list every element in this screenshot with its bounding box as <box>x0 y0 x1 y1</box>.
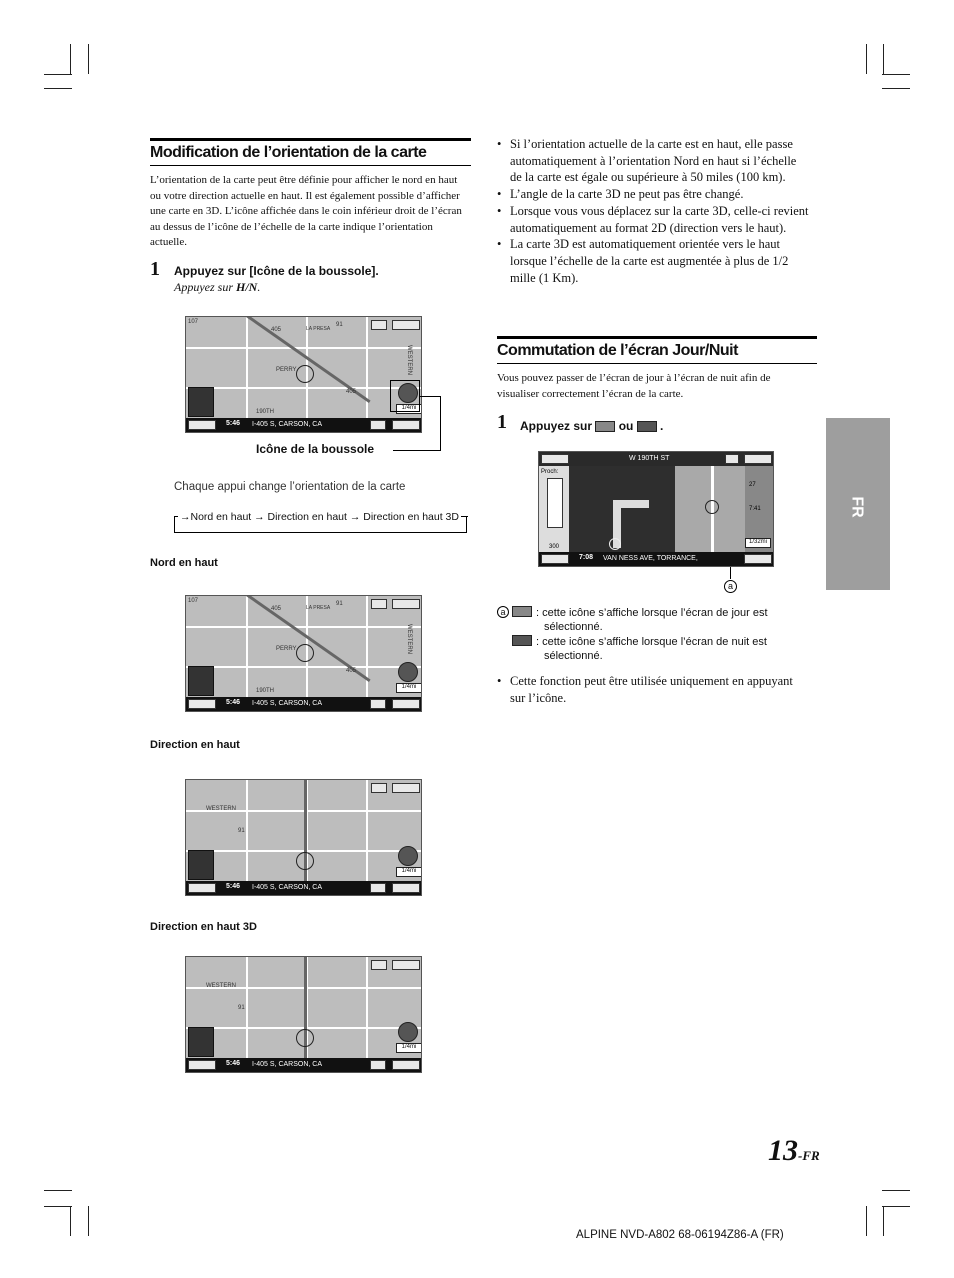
label-heading-up-3d: Direction en haut 3D <box>150 921 257 933</box>
street-label: WESTERN <box>406 624 412 654</box>
route-button[interactable] <box>370 1060 386 1070</box>
callout-line <box>420 396 440 397</box>
menu-button[interactable] <box>392 960 420 970</box>
vehicle-icon <box>296 365 314 383</box>
road <box>366 596 368 712</box>
current-position-icon <box>609 538 621 550</box>
next-distance: 300 <box>549 544 560 550</box>
road <box>246 780 248 896</box>
scale-indicator: 1/4mi <box>396 683 422 693</box>
day-mode-icon <box>512 606 532 617</box>
clock: 5:46 <box>226 699 241 706</box>
road <box>186 666 422 668</box>
back-button[interactable] <box>188 1060 216 1070</box>
back-button[interactable] <box>188 699 216 709</box>
nav-street-top: W 190TH ST <box>629 455 670 462</box>
crop-mark <box>883 44 884 74</box>
crop-mark <box>44 1206 72 1207</box>
compass-icon[interactable] <box>398 846 418 866</box>
crop-mark <box>882 1190 910 1191</box>
compass-callout-label: Icône de la boussole <box>256 442 375 456</box>
night-mode-icon <box>512 635 532 646</box>
route-shield-405: 405 <box>346 389 357 395</box>
each-press-note: Chaque appui change l’orientation de la carte <box>174 481 406 493</box>
menu-button[interactable] <box>392 783 420 793</box>
map-screen-heading-up <box>185 779 422 896</box>
language-tab <box>826 418 890 590</box>
note-a-marker: a <box>497 606 509 618</box>
crop-mark <box>882 88 910 89</box>
vehicle-icon <box>296 644 314 662</box>
menu-button[interactable] <box>392 599 420 609</box>
day-night-button[interactable] <box>371 320 387 330</box>
next-label: Proch: <box>541 469 559 475</box>
scale-indicator: 1/4mi <box>396 404 422 414</box>
area-label: LA PRESA <box>306 326 331 332</box>
junction-view <box>569 466 675 554</box>
section-title-day-night: Commutation de l’écran Jour/Nuit <box>497 336 817 364</box>
current-street: I-405 S, CARSON, CA <box>252 1061 323 1068</box>
note-item: • Lorsque vous vous déplacez sur la carte 3D, celle-ci revient automatiquement au format 2D (direction vers le haut). <box>497 203 809 236</box>
crop-mark <box>44 88 72 89</box>
route-button[interactable] <box>370 699 386 709</box>
nav-screen-day-night <box>538 451 774 567</box>
note-list-2 <box>497 673 797 706</box>
route-shield-405: 405 <box>271 327 282 333</box>
step-sub-instruction: Appuyez sur H/N. <box>174 280 261 294</box>
day-mode-icon <box>595 421 615 432</box>
road <box>366 317 368 433</box>
day-night-button[interactable] <box>725 454 739 464</box>
vehicle-icon <box>296 852 314 870</box>
day-night-button[interactable] <box>371 960 387 970</box>
label-north-up: Nord en haut <box>150 557 218 569</box>
road <box>186 387 422 389</box>
side-panel <box>188 666 214 696</box>
crop-mark <box>866 44 867 74</box>
area-label: LA PRESA <box>306 605 331 611</box>
route-shield-405: 405 <box>271 606 282 612</box>
crop-mark <box>882 74 910 75</box>
map-screen-compass <box>185 316 422 433</box>
freeway <box>304 957 307 1073</box>
route-shield-107: 107 <box>188 598 199 604</box>
freeway <box>304 780 307 896</box>
eta: 7:41 <box>749 506 761 512</box>
note-item: • Si l’orientation actuelle de la carte est en haut, elle passe automatiquement à l’orientation Nord en haut si l’échelle de la carte est égale ou supérieure à 50 miles (100 km). <box>497 136 809 186</box>
vehicle-icon <box>705 500 719 514</box>
cycle-box-edge <box>460 516 468 517</box>
scale-indicator: 1/4mi <box>396 1043 422 1053</box>
back-button[interactable] <box>188 883 216 893</box>
speed: 27 <box>749 482 756 488</box>
callout-a: a <box>724 580 737 593</box>
map-screen-heading-up-3d <box>185 956 422 1073</box>
road <box>366 957 368 1073</box>
volume-button[interactable] <box>541 454 569 464</box>
route-shield-91: 91 <box>238 1005 245 1011</box>
current-street: I-405 S, CARSON, CA <box>252 884 323 891</box>
compass-callout-box <box>390 380 420 412</box>
day-night-button[interactable] <box>371 783 387 793</box>
route-shield-91: 91 <box>238 828 245 834</box>
crop-mark <box>70 1206 71 1236</box>
compass-icon[interactable] <box>398 1022 418 1042</box>
day-night-button[interactable] <box>371 599 387 609</box>
crop-mark <box>44 74 72 75</box>
crop-mark <box>883 1206 884 1236</box>
scroll-up-button[interactable] <box>392 883 420 893</box>
crop-mark <box>882 1206 910 1207</box>
callout-line <box>393 450 441 451</box>
cycle-sequence: →Nord en haut → Direction en haut → Direction en haut 3D <box>180 511 459 523</box>
area-label: PERRY <box>276 367 297 373</box>
current-street: I-405 S, CARSON, CA <box>252 700 323 707</box>
scroll-up-button[interactable] <box>392 420 420 430</box>
clock: 5:46 <box>226 1060 241 1067</box>
turn-arrow <box>613 500 649 508</box>
road <box>366 780 368 896</box>
callout-line <box>730 567 731 579</box>
scroll-up-button[interactable] <box>744 554 772 564</box>
callout-line <box>440 396 441 450</box>
notes-list <box>497 136 809 286</box>
map-screen-north-up <box>185 595 422 712</box>
clock: 7:08 <box>579 554 594 561</box>
clock: 5:46 <box>226 883 241 890</box>
note-night: : cette icône s’affiche lorsque l’écran de nuit est sélectionné. <box>536 636 767 662</box>
step-instruction-day-night: Appuyez sur ou . <box>520 419 664 433</box>
vehicle-icon <box>296 1029 314 1047</box>
road <box>246 596 248 712</box>
menu-button[interactable] <box>744 454 772 464</box>
street-label: WESTERN <box>206 806 236 812</box>
crop-mark <box>866 1206 867 1236</box>
area-label: PERRY <box>276 646 297 652</box>
road <box>186 626 422 628</box>
side-panel <box>188 387 214 417</box>
scale-indicator: 1/4mi <box>396 867 422 877</box>
note-day: : cette icône s’affiche lorsque l’écran de jour est sélectionné. <box>536 607 768 633</box>
crop-mark <box>88 1206 89 1236</box>
note-item: • L’angle de la carte 3D ne peut pas être changé. <box>497 186 809 203</box>
scale-indicator: 1/32mi <box>745 538 771 548</box>
step-instruction: Appuyez sur [Icône de la boussole]. <box>174 264 379 278</box>
route-shield-91: 91 <box>336 601 343 607</box>
next-turn-icon <box>547 478 563 528</box>
note-item: • La carte 3D est automatiquement orientée vers le haut lorsque l’échelle de la carte est augmentée à plus de 1/2 mille (1 Km). <box>497 236 809 286</box>
road <box>186 347 422 349</box>
street-label: 190TH <box>256 688 275 694</box>
side-panel <box>188 1027 214 1057</box>
route-button[interactable] <box>370 420 386 430</box>
page-number: 13-FR <box>768 1134 820 1167</box>
intro-orientation: L’orientation de la carte peut être définie pour afficher le nord en haut ou votre direction actuelle en haut. Il est également possible d’afficher une carte en 3D. L’icône affichée dans le coin inférieur droit de l’écran au dessus de l’icône de l’échelle de la carte indique l’orientation actuelle. <box>150 174 462 248</box>
crop-mark <box>88 44 89 74</box>
nav-street-bottom: VAN NESS AVE, TORRANCE, <box>603 555 698 562</box>
clock: 5:46 <box>226 420 241 427</box>
crop-mark <box>44 1190 72 1191</box>
scroll-up-button[interactable] <box>392 699 420 709</box>
back-button[interactable] <box>188 420 216 430</box>
route-button[interactable] <box>370 883 386 893</box>
label-heading-up: Direction en haut <box>150 739 240 751</box>
scroll-up-button[interactable] <box>392 1060 420 1070</box>
route-shield-107: 107 <box>188 319 199 325</box>
intro-day-night: Vous pouvez passer de l’écran de jour à l’écran de nuit afin de visualiser correctement l’écran de la carte. <box>497 372 771 400</box>
step-number: 1 <box>497 411 507 433</box>
compass-icon[interactable] <box>398 662 418 682</box>
step-number: 1 <box>150 258 160 280</box>
crop-mark <box>70 44 71 74</box>
road <box>246 317 248 433</box>
street-label: WESTERN <box>206 983 236 989</box>
route-shield-405: 405 <box>346 668 357 674</box>
note-item: • Cette fonction peut être utilisée uniquement en appuyant sur l’icône. <box>497 673 797 706</box>
current-street: I-405 S, CARSON, CA <box>252 421 323 428</box>
back-button[interactable] <box>541 554 569 564</box>
side-panel <box>188 850 214 880</box>
footer-model: ALPINE NVD-A802 68-06194Z86-A (FR) <box>576 1229 784 1241</box>
street-label: 190TH <box>256 409 275 415</box>
menu-button[interactable] <box>392 320 420 330</box>
route-shield-91: 91 <box>336 322 343 328</box>
street-label: WESTERN <box>406 345 412 375</box>
section-title-orientation: Modification de l’orientation de la carte <box>150 138 471 166</box>
language-tab-label: FR <box>848 496 866 518</box>
night-mode-icon <box>637 421 657 432</box>
road <box>246 957 248 1073</box>
